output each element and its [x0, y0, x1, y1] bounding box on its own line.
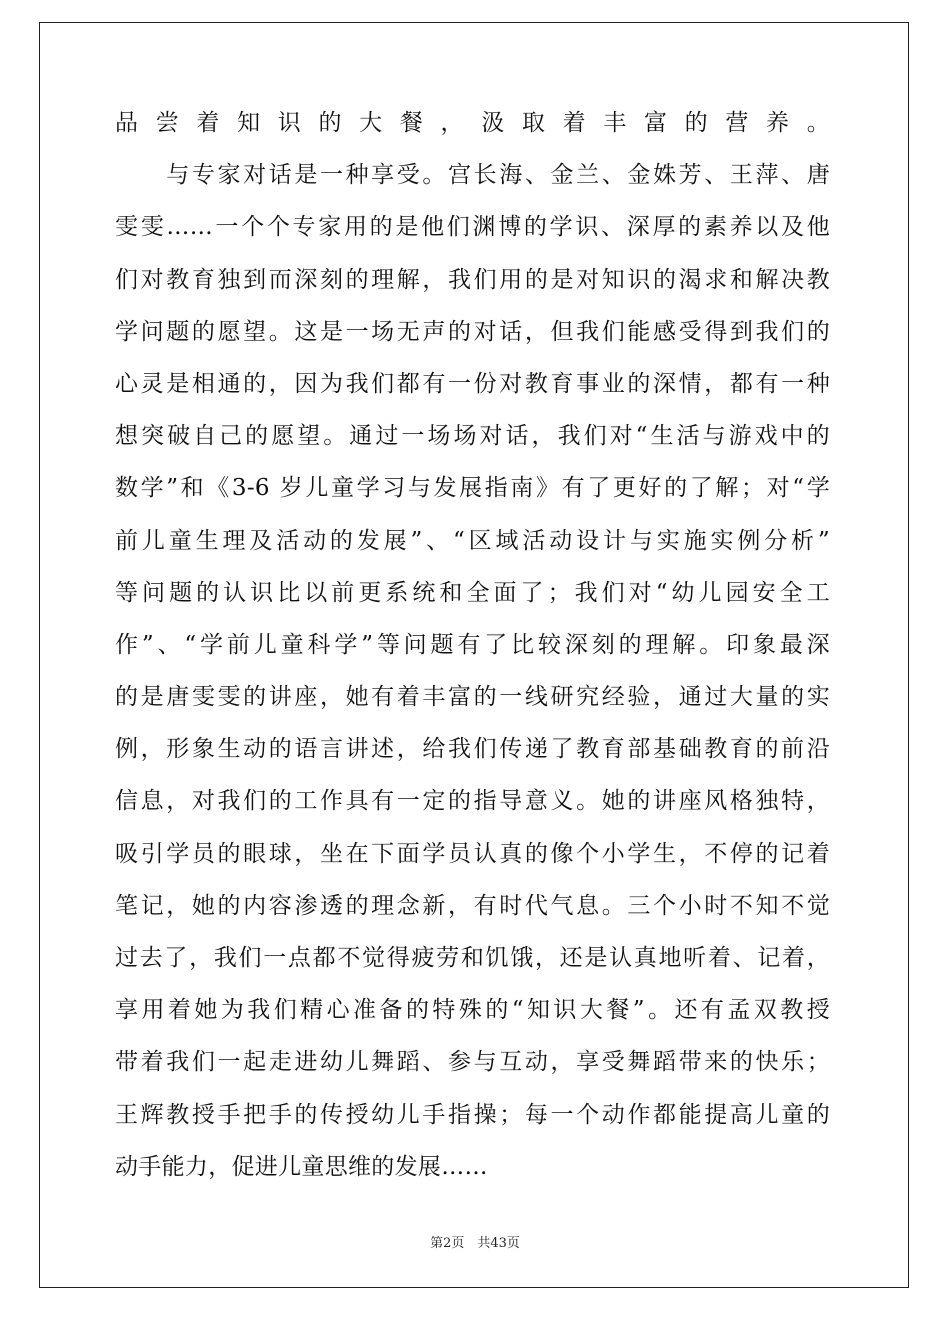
text-line: 过去了，我们一点都不觉得疲劳和饥饿，还是认真地听着、记着，	[115, 945, 830, 971]
text-line: 带着我们一起走进幼儿舞蹈、参与互动，享受舞蹈带来的快乐；	[115, 1049, 830, 1076]
text-line: 雯雯……一个个专家用的是他们渊博的学识、深厚的素养以及他	[115, 214, 830, 241]
page-number: 第2页 共43页	[430, 1236, 520, 1251]
text-line: 等问题的认识比以前更系统和全面了；我们对“幼儿园安全工	[115, 579, 830, 606]
text-line: 们对教育独到而深刻的理解，我们用的是对知识的渴求和解决教	[115, 266, 830, 293]
text-line: 心灵是相通的，因为我们都有一份对教育事业的深情，都有一种	[115, 370, 830, 397]
text-line: 王辉教授手把手的传授幼儿手指操；每一个动作都能提高儿童的	[115, 1101, 830, 1128]
text-line: 前儿童生理及活动的发展”、“区域活动设计与实施实例分析”	[115, 527, 830, 554]
text-line: 笔记，她的内容渗透的理念新，有时代气息。三个小时不知不觉	[115, 892, 830, 919]
text-line: 与专家对话是一种享受。宫长海、金兰、金姝芳、王萍、唐	[115, 162, 830, 189]
text-line: 享用着她为我们精心准备的特殊的“知识大餐”。还有孟双教授	[115, 997, 830, 1024]
text-line: 品尝着知识的大餐，汲取着丰富的营养。	[115, 110, 830, 136]
body-text	[115, 97, 830, 1193]
text-line: 的是唐雯雯的讲座，她有着丰富的一线研究经验，通过大量的实	[115, 684, 830, 711]
text-line: 想突破自己的愿望。通过一场场对话，我们对“生活与游戏中的	[115, 423, 830, 450]
text-line: 数学”和《3-6 岁儿童学习与发展指南》有了更好的了解；对“学	[115, 475, 830, 502]
text-line: 学问题的愿望。这是一场无声的对话，但我们能感受得到我们的	[115, 318, 830, 345]
text-line: 信息，对我们的工作具有一定的指导意义。她的讲座风格独特，	[115, 788, 830, 815]
text-line: 例，形象生动的语言讲述，给我们传递了教育部基础教育的前沿	[115, 736, 830, 763]
text-line: 作”、“学前儿童科学”等问题有了比较深刻的理解。印象最深	[115, 631, 830, 658]
text-line: 吸引学员的眼球，坐在下面学员认真的像个小学生，不停的记着	[115, 840, 830, 867]
text-line: 动手能力，促进儿童思维的发展……	[115, 1153, 488, 1180]
